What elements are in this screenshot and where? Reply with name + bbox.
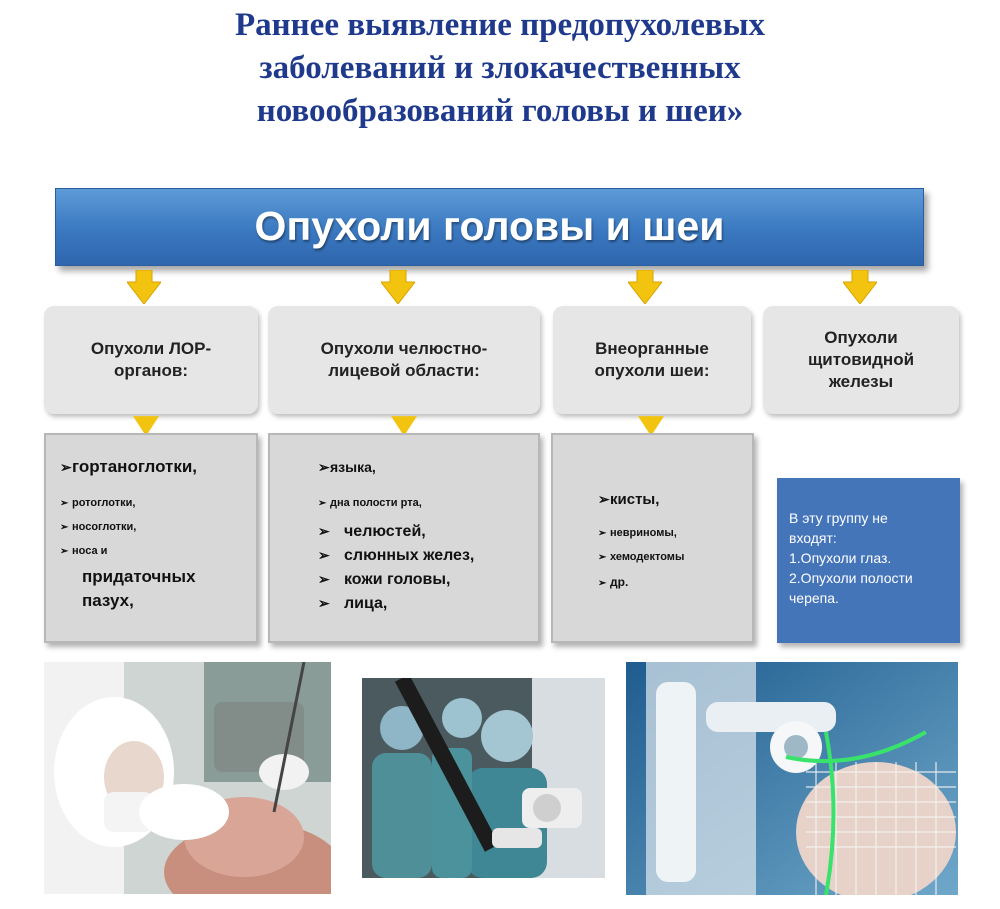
list-item: ➢ носоглотки,	[60, 521, 137, 533]
list-item: ➢ слюнных желез,	[318, 547, 475, 564]
note-line: В эту группу не	[789, 510, 888, 526]
bullet-arrow-icon: ➢	[318, 523, 330, 539]
list-item: ➢гортаноглотки,	[60, 457, 198, 476]
category-line: опухоли шеи:	[594, 361, 710, 380]
title-line: Раннее выявление предопухолевых	[235, 7, 765, 43]
category-maxillofacial	[268, 306, 540, 414]
list-item: ➢кисты,	[598, 491, 660, 508]
list-ent	[44, 433, 258, 643]
note-line: черепа.	[789, 590, 839, 606]
bullet-arrow-icon: ➢	[598, 528, 607, 539]
bullet-arrow-icon: ➢	[60, 498, 69, 509]
list-item: ➢ кожи головы,	[318, 571, 451, 588]
list-item: ➢языка,	[318, 459, 376, 475]
exclusion-note	[777, 478, 960, 643]
category-line: Внеорганные	[595, 339, 709, 358]
down-arrow-icon	[127, 270, 161, 304]
list-maxillofacial	[268, 433, 540, 643]
list-item: ➢ лица,	[318, 595, 388, 612]
down-arrow-icon	[628, 270, 662, 304]
surgery-microscope-photo	[362, 678, 605, 878]
list-item: ➢ дна полости рта,	[318, 497, 422, 509]
note-line: входят:	[789, 530, 837, 546]
bullet-arrow-icon: ➢	[318, 498, 327, 509]
list-item: ➢ невриномы,	[598, 527, 677, 539]
page-title	[0, 4, 1000, 133]
list-item: ➢ челюстей,	[318, 523, 426, 540]
category-line: лицевой области:	[328, 361, 480, 380]
category-line: железы	[828, 372, 894, 391]
category-neck	[553, 306, 751, 414]
list-item: ➢ ротоглотки,	[60, 497, 136, 509]
title-line: заболеваний и злокачественных	[259, 50, 741, 86]
main-banner: Опухоли головы и шеи	[55, 188, 924, 266]
bullet-arrow-icon: ➢	[60, 522, 69, 533]
bullet-arrow-icon: ➢	[318, 595, 330, 611]
bullet-arrow-icon: ➢	[598, 578, 607, 589]
ent-examination-photo	[44, 662, 331, 894]
list-neck	[551, 433, 754, 643]
note-line: 1.Опухоли глаз.	[789, 550, 892, 566]
list-item: придаточных	[82, 567, 196, 586]
down-arrow-icon	[843, 270, 877, 304]
bullet-arrow-icon: ➢	[598, 552, 607, 563]
category-line: органов:	[113, 361, 189, 380]
note-line: 2.Опухоли полости	[789, 570, 913, 586]
bullet-arrow-icon: ➢	[60, 546, 69, 557]
title-line: новообразований головы и шеи»	[256, 93, 744, 129]
category-line: Опухоли ЛОР-	[90, 339, 212, 358]
category-line: щитовидной	[807, 350, 915, 369]
bullet-arrow-icon: ➢	[318, 547, 330, 563]
list-item: ➢ хемодектомы	[598, 551, 685, 563]
list-item: пазух,	[82, 591, 134, 610]
category-ent	[44, 306, 258, 414]
category-line: Опухоли челюстно-	[320, 339, 488, 358]
down-arrow-icon	[381, 270, 415, 304]
bullet-arrow-icon: ➢	[318, 459, 330, 475]
bullet-arrow-icon: ➢	[598, 491, 610, 507]
category-line: Опухоли	[824, 328, 898, 347]
radiotherapy-mask-photo	[626, 662, 958, 895]
category-thyroid	[763, 306, 959, 414]
bullet-arrow-icon: ➢	[60, 459, 72, 475]
bullet-arrow-icon: ➢	[318, 571, 330, 587]
list-item: ➢ др.	[598, 575, 629, 589]
list-item: ➢ носа и	[60, 545, 108, 557]
